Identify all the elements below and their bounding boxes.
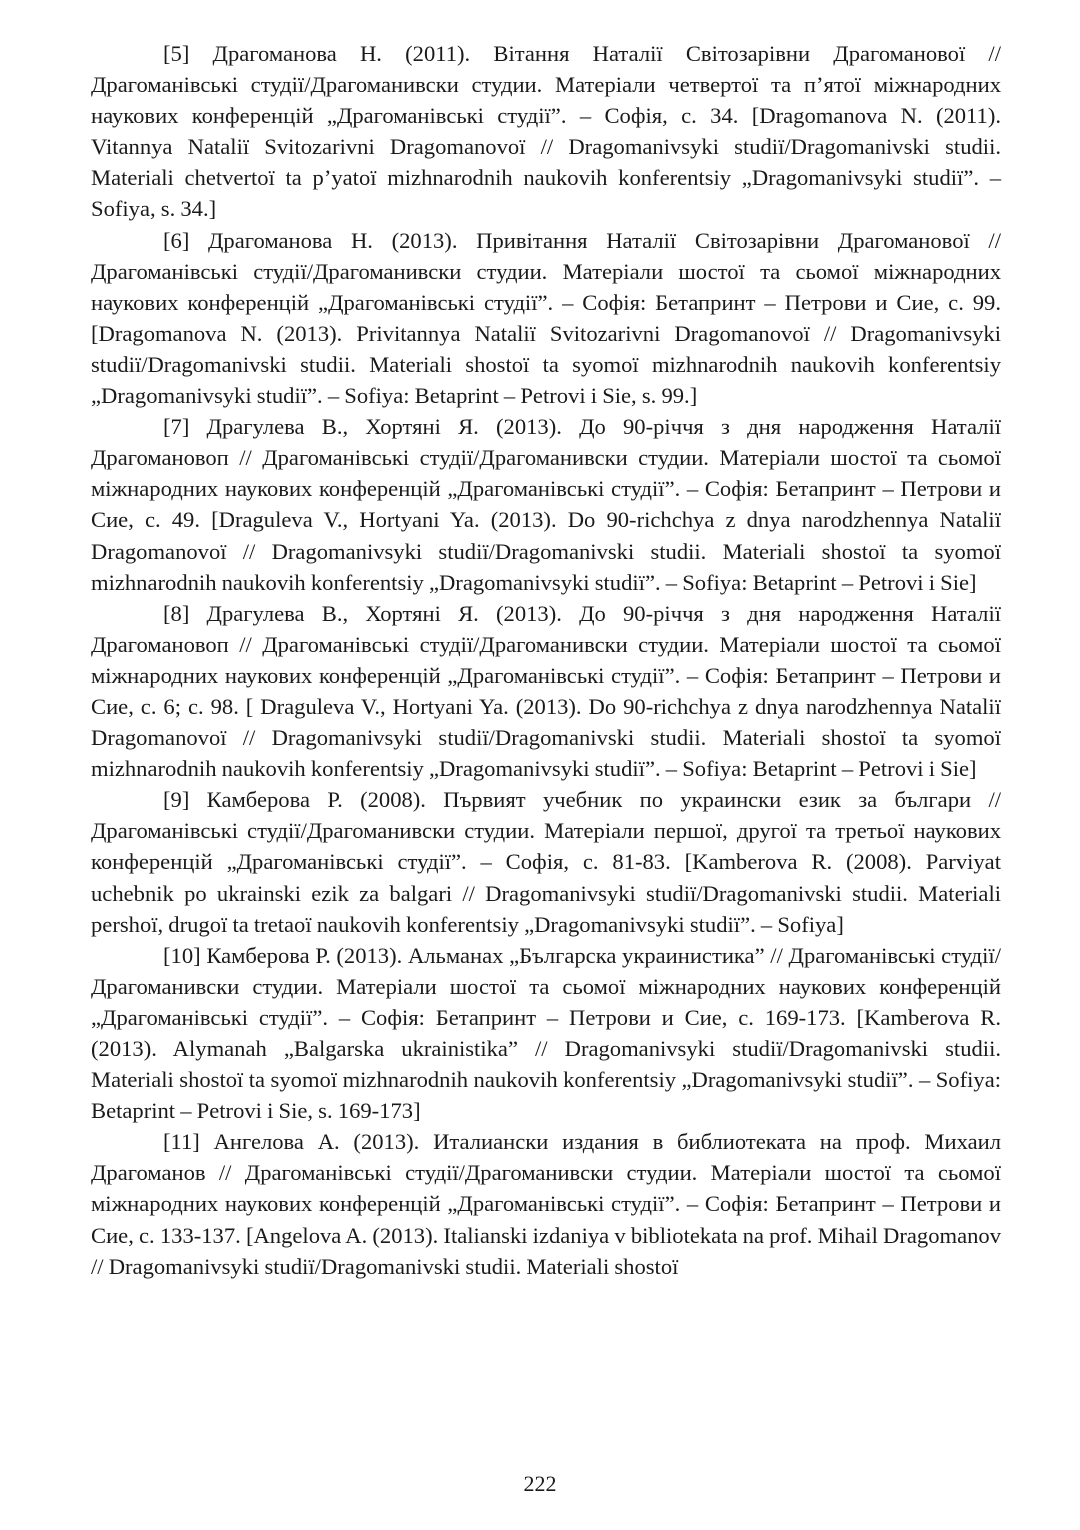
page-number: 222 xyxy=(523,1471,557,1496)
reference-11: [11] Ангелова А. (2013). Италиански издания в библиотеката на проф. Михаил Драгоманов // Драгоманівські студії/Драгоманивски студии. Матеріали шостої та сьомої міжнародних наукових конференцій „Драгоманівські студії”. – Софія: Бетапринт – Петрови и Сие, с. 133-137. [Angelova A. (2013). Italianski izdaniya v bibliotekata na prof. Mihail Dragomanov // Dragomanivsyki studiї/Dragomanivski studii. Materiali shostoї xyxy=(91,1129,1001,1279)
reference-10: [10] Камберова Р. (2013). Альманах „Българска украинистика” // Драгоманівські студії/Драгоманивски студии. Матеріали шостої та сьомої міжнародних наукових конференцій „Драгоманівські студії”. – Софія: Бетапринт – Петрови и Сие, с. 169-173. [Kamberova R. (2013). Alymanah „Balgarska ukrainistika” // Dragomanivsyki studiї/Dragomanivski studii. Materiali shostoї ta syomoї mizhnarodnih naukovih konferentsiy „Dragomanivsyki studiї”. – Sofiya: Betaprint – Petrovi i Sie, s. 169-173] xyxy=(91,942,1001,1124)
reference-9: [9] Камберова Р. (2008). Първият учебник по украински език за българи // Драгоманівські студії/Драгоманивски студии. Матеріали першої, другої та третьої наукових конференцій „Драгоманівські студії”. – Софія, с. 81-83. [Kamberova R. (2008). Parviyat uchebnik po ukrainski ezik za balgari // Dragomanivsyki studiї/Dragomanivski studii. Materiali pershoї, drugoї ta tretaoї naukovih konferentsiy „Dragomanivsyki studiї”. – Sofiya] xyxy=(91,787,1001,937)
reference-5: [5] Драгоманова Н. (2011). Вітання Наталії Світозарівни Драгоманової // Драгоманівські студії/Драгоманивски студии. Матеріали четвертої та п’ятої міжнародних наукових конференцій „Драгоманівські студії”. – Софія, с. 34. [Dragomanova N. (2011). Vitannya Natalії Svitozarivni Dragomanovoї // Dragomanivsyki studiї/Dragomanivski studii. Materiali chetvertoї ta p’yatoї mizhnarodnih naukovih konferentsiy „Dragomanivsyki studiї”. – Sofiya, s. 34.] xyxy=(91,41,1001,222)
reference-6: [6] Драгоманова Н. (2013). Привітання Наталії Світозарівни Драгоманової // Драгоманівські студії/Драгоманивски студии. Матеріали шостої та сьомої міжнародних наукових конференцій „Драгоманівські студії”. – Софія: Бетапринт – Петрови и Сие, с. 99. [Dragomanova N. (2013). Privitannya Natalії Svitozarivni Dragomanovoї // Dragomanivsyki studiї/Dragomanivski studii. Materiali shostoї ta syomoї mizhnarodnih naukovih konferentsiy „Dragomanivsyki studiї”. – Sofiya: Betaprint – Petrovi i Sie, s. 99.] xyxy=(91,227,1001,409)
reference-8: [8] Драгулева В., Хортяні Я. (2013). До 90-річчя з дня народження Наталії Драгомановоп // Драгоманівські студії/Драгоманивски студии. Матеріали шостої та сьомої міжнародних наукових конференцій „Драгоманівські студії”. – Софія: Бетапринт – Петрови и Сие, с. 6; с. 98. [ Draguleva V., Hortyani Ya. (2013). Do 90-richchya z dnya narodzhennya Natalії Dragomanovoї // Dragomanivsyki studiї/Dragomanivski studii. Materiali shostoї ta syomoї mizhnarodnih naukovih konferentsiy „Dragomanivsyki studiї”. – Sofiya: Betaprint – Petrovi i Sie] xyxy=(91,600,1001,782)
reference-7: [7] Драгулева В., Хортяні Я. (2013). До 90-річчя з дня народження Наталії Драгомановоп // Драгоманівські студії/Драгоманивски студии. Матеріали шостої та сьомої міжнародних наукових конференцій „Драгоманівські студії”. – Софія: Бетапринт – Петрови и Сие, с. 49. [Draguleva V., Hortyani Ya. (2013). Do 90-richchya z dnya narodzhennya Natalії Dragomanovoї // Dragomanivsyki studiї/Dragomanivski studii. Materiali shostoї ta syomoї mizhnarodnih naukovih konferentsiy „Dragomanivsyki studiї”. – Sofiya: Betaprint – Petrovi i Sie] xyxy=(91,414,1001,595)
reference-list xyxy=(91,38,1001,1282)
